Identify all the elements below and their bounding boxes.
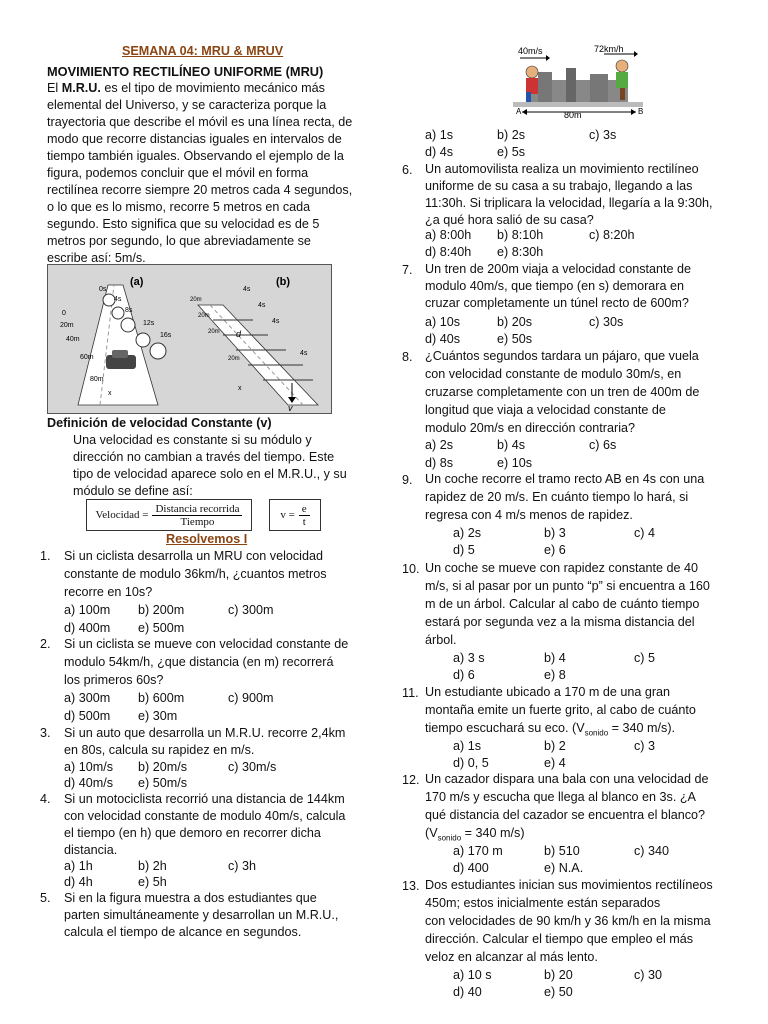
question-line: cruzar completamente un túnel recto de 600m?	[425, 296, 689, 310]
answer-option[interactable]: c) 340	[634, 844, 670, 858]
answer-option[interactable]: b) 20m/s	[138, 760, 187, 774]
answer-option[interactable]: a) 10m/s	[64, 760, 113, 774]
intro-line: modo que recorre distancias iguales en intervalos de	[47, 132, 342, 146]
answer-option[interactable]: e) 30m	[138, 709, 178, 723]
answer-option[interactable]: c) 30s	[589, 315, 624, 329]
question-line: dirección. Calcular el tiempo que empleo el más	[425, 932, 694, 946]
answer-option[interactable]: a) 170 m	[453, 844, 503, 858]
answer-option[interactable]: b) 8:10h	[497, 228, 544, 242]
question-line: 170 m/s y escucha que llega al blanco en 3s. ¿A	[425, 790, 696, 804]
answer-option[interactable]: c) 3s	[589, 128, 617, 142]
mru-abbrev: M.R.U.	[61, 81, 101, 95]
question-line: los primeros 60s?	[64, 673, 164, 687]
answer-option[interactable]: d) 40s	[425, 332, 461, 346]
distance-label: 80m	[90, 376, 104, 383]
answer-option[interactable]: d) 40	[453, 985, 482, 999]
speed-left-label: 40m/s	[518, 46, 543, 56]
speed-right-label: 72km/h	[594, 44, 624, 54]
formula-denominator: t	[302, 515, 306, 528]
answer-option[interactable]: a) 2s	[425, 438, 453, 452]
velocity-heading: Definición de velocidad Constante (v)	[47, 416, 272, 430]
question-line: árbol.	[425, 633, 457, 647]
answer-option[interactable]: a) 1h	[64, 859, 93, 873]
velocity-formula-symbols	[269, 499, 321, 531]
question-line: parten simultáneamente y desarrollan un M.R.U.,	[64, 908, 339, 922]
question-line: cruzarse completamente con un tren de 400m de	[425, 385, 700, 399]
question-line: montaña emite un fuerte grito, al cabo de cuánto	[425, 703, 696, 717]
question-number: 12.	[402, 773, 420, 787]
question-number: 9.	[402, 473, 413, 487]
answer-option[interactable]: b) 2s	[497, 128, 525, 142]
answer-option[interactable]: e) 500m	[138, 621, 185, 635]
subscript-sonido: sonido	[437, 833, 462, 843]
time-label: 4s	[272, 318, 280, 325]
answer-option[interactable]: d) 400	[453, 861, 489, 875]
answer-option[interactable]: a) 10 s	[453, 968, 492, 982]
answer-option[interactable]: e) 4	[544, 756, 566, 770]
intro-line: trayectoria que describe el móvil es una línea recta, de	[47, 115, 353, 129]
answer-option[interactable]: d) 400m	[64, 621, 111, 635]
question-line: modulo 40m/s, que tiempo (en s) demorara en	[425, 279, 685, 293]
formula-fraction	[299, 503, 310, 528]
question-number: 7.	[402, 263, 413, 277]
distance-label: 60m	[80, 354, 94, 361]
point-a-label: A	[516, 107, 522, 116]
question-number: 2.	[40, 637, 51, 651]
velocity-formula-words	[86, 499, 252, 531]
answer-option[interactable]: b) 2	[544, 739, 566, 753]
velocity-line: módulo se define así:	[73, 484, 193, 498]
answer-option[interactable]: e) 10s	[497, 456, 533, 470]
v-label: v	[288, 403, 293, 413]
question-line: con velocidad constante de modulo 30m/s, en	[425, 367, 682, 381]
question-line: con velocidades de 90 km/h y 36 km/h en la misma	[425, 914, 711, 928]
question-line: Si un ciclista se mueve con velocidad constante de	[64, 637, 349, 651]
question-number: 4.	[40, 792, 51, 806]
distance-label: 0	[62, 310, 66, 317]
question-text: (V	[425, 826, 438, 840]
question-line: m/s, si al pasar por un punto “p” si encuentra a 160	[425, 579, 710, 593]
answer-option[interactable]: c) 3h	[228, 859, 256, 873]
resolvemos-heading: Resolvemos I	[166, 532, 248, 546]
question-line: Dos estudiantes inician sus movimientos rectilíneos	[425, 878, 713, 892]
intro-line: metros por segundo, lo que abreviadamente se	[47, 234, 311, 248]
answer-option[interactable]: e) 50	[544, 985, 573, 999]
formula-numerator: Distancia recorrida	[152, 503, 242, 516]
intro-line: o lo que es lo mismo, recorre 5 metros en cada	[47, 200, 311, 214]
velocity-line: tipo de velocidad aparece solo en el M.R.U., y su	[73, 467, 347, 481]
question-line: 11:30h. Si triplicara la velocidad, llegaría a la 9:30h,	[425, 196, 713, 210]
question-line: Si en la figura muestra a dos estudiantes que	[64, 891, 317, 905]
question-line: rapidez de 20 m/s. En cuánto tiempo lo hará, si	[425, 490, 689, 504]
question-line: ¿Cuántos segundos tardara un pájaro, que vuela	[425, 349, 699, 363]
distance-label: 80m	[564, 110, 582, 120]
time-label: 4s	[243, 286, 251, 293]
question-line: modulo 20m/s en dirección contraria?	[425, 421, 636, 435]
question-line: en 80s, calcula su rapidez en m/s.	[64, 743, 255, 757]
answer-option[interactable]: a) 100m	[64, 603, 111, 617]
velocity-line: Una velocidad es constante si su módulo y	[73, 433, 312, 447]
question-line: recorre en 10s?	[64, 585, 153, 599]
question-line: Si un ciclista desarrolla un MRU con velocidad	[64, 549, 323, 563]
question-number: 1.	[40, 549, 51, 563]
answer-option[interactable]: b) 3	[544, 526, 566, 540]
question-number: 5.	[40, 891, 51, 905]
answer-option[interactable]: b) 600m	[138, 691, 185, 705]
answer-option[interactable]: c) 4	[634, 526, 655, 540]
formula-lhs: v =	[280, 509, 295, 521]
velocity-line: dirección no cambian a través del tiempo. Este	[73, 450, 335, 464]
question-number: 6.	[402, 163, 413, 177]
intro-line: rectilínea recorre siempre 20 metros cada 4 segundos,	[47, 183, 353, 197]
question-line: qué distancia del cazador se encuentra el blanco?	[425, 808, 706, 822]
question-line: Un automovilista realiza un movimiento rectilíneo	[425, 162, 699, 176]
question-line: Si un auto que desarrolla un M.R.U. recorre 2,4km	[64, 726, 346, 740]
intro-line: tiempo también iguales. Observando el ejemplo de la	[47, 149, 344, 163]
diagram-label-b: (b)	[276, 276, 291, 288]
answer-option[interactable]: c) 30	[634, 968, 662, 982]
answer-option[interactable]: c) 5	[634, 651, 655, 665]
answer-option[interactable]: d) 4h	[64, 875, 93, 889]
subscript-sonido: sonido	[584, 728, 609, 738]
question-line: modulo 54km/h, ¿que distancia (en m) recorrerá	[64, 655, 334, 669]
intro-line	[47, 80, 325, 97]
question-line: uniforme de su casa a su trabajo, llegando a las	[425, 179, 693, 193]
question-line: 450m; estos inicialmente están separados	[425, 896, 661, 910]
answer-option[interactable]: c) 900m	[228, 691, 274, 705]
question-line: Un coche recorre el tramo recto AB en 4s con una	[425, 472, 705, 486]
question-line: estará por segunda vez a la misma distancia del	[425, 615, 695, 629]
question-line: Un coche se mueve con rapidez constante de 40	[425, 561, 699, 575]
question-number: 11.	[402, 686, 419, 700]
question-line: constante de modulo 36km/h, ¿cuantos metros	[64, 567, 327, 581]
answer-option[interactable]: b) 2h	[138, 859, 167, 873]
distance-label: 20m	[228, 356, 240, 362]
intro-line-end: es el tipo de movimiento mecánico más	[100, 81, 325, 95]
answer-option[interactable]: d) 500m	[64, 709, 111, 723]
time-label: 8s	[125, 307, 133, 314]
answer-option[interactable]: b) 20	[544, 968, 573, 982]
answer-option[interactable]: d) 4s	[425, 145, 453, 159]
answer-option[interactable]: e) 50s	[497, 332, 533, 346]
question-number: 13.	[402, 879, 420, 893]
diagram-label-a: (a)	[130, 276, 144, 288]
answer-option[interactable]: e) 8:30h	[497, 245, 544, 259]
time-label: 4s	[258, 302, 266, 309]
formula-lhs: Velocidad =	[95, 509, 149, 521]
answer-option[interactable]: c) 30m/s	[228, 760, 277, 774]
answer-option[interactable]: a) 1s	[453, 739, 481, 753]
question-line: Si un motociclista recorrió una distancia de 144km	[64, 792, 345, 806]
answer-option[interactable]: a) 300m	[64, 691, 111, 705]
question-line: m de un árbol. Calcular al cabo de cuánto tiempo	[425, 597, 700, 611]
question-text: = 340 m/s).	[608, 721, 676, 735]
answer-option[interactable]: c) 3	[634, 739, 655, 753]
formula-fraction	[152, 503, 242, 528]
d-label: d	[236, 329, 242, 339]
question-line: veloz en alcanzar al más lento.	[425, 950, 598, 964]
question-line: Un cazador dispara una bala con una velocidad de	[425, 772, 709, 786]
answer-option[interactable]: d) 6	[453, 668, 475, 682]
students-diagram	[508, 44, 648, 122]
question-text: = 340 m/s)	[461, 826, 525, 840]
intro-line: figura, podemos concluir que el móvil en forma	[47, 166, 309, 180]
answer-option[interactable]: e) 5s	[497, 145, 525, 159]
formula-numerator: e	[299, 503, 310, 516]
answer-option[interactable]: a) 10s	[425, 315, 461, 329]
time-label: 0s	[99, 286, 107, 293]
answer-option[interactable]: b) 4s	[497, 438, 525, 452]
answer-option[interactable]: b) 510	[544, 844, 580, 858]
question-line: con velocidad constante de modulo 40m/s, calcula	[64, 809, 346, 823]
answer-option[interactable]: c) 8:20h	[589, 228, 635, 242]
question-line: longitud que viaja a velocidad constante de	[425, 403, 666, 417]
time-label: 4s	[300, 350, 308, 357]
question-line: distancia.	[64, 843, 118, 857]
time-label: 16s	[160, 332, 172, 339]
answer-option[interactable]: c) 6s	[589, 438, 617, 452]
mru-diagram	[47, 264, 332, 414]
answer-option[interactable]: d) 40m/s	[64, 776, 113, 790]
intro-line: elemental del Universo, y se caracteriza porque la	[47, 98, 327, 112]
question-line: calcula el tiempo de alcance en segundos.	[64, 925, 302, 939]
answer-option[interactable]: e) N.A.	[544, 861, 584, 875]
distance-label: 20m	[190, 297, 202, 303]
question-line: el tiempo (en h) que demoro en recorrer dicha	[64, 826, 321, 840]
answer-option[interactable]: a) 1s	[425, 128, 453, 142]
answer-option[interactable]: b) 4	[544, 651, 566, 665]
answer-option[interactable]: c) 300m	[228, 603, 274, 617]
answer-option[interactable]: a) 3 s	[453, 651, 485, 665]
intro-line: segundo. Esto significa que su velocidad es de 5	[47, 217, 320, 231]
point-b-label: B	[638, 107, 644, 116]
answer-option[interactable]: e) 6	[544, 543, 566, 557]
intro-line: escribe así: 5m/s.	[47, 251, 146, 265]
answer-option[interactable]: d) 0, 5	[453, 756, 489, 770]
axis-x-label: x	[108, 390, 112, 397]
distance-label: 20m	[198, 313, 210, 319]
axis-x-label: x	[238, 385, 242, 392]
question-line: ¿a qué hora salió de su casa?	[425, 213, 594, 227]
worksheet-title: SEMANA 04: MRU & MRUV	[122, 44, 284, 58]
answer-option[interactable]: a) 8:00h	[425, 228, 472, 242]
distance-label: 40m	[66, 336, 80, 343]
question-number: 3.	[40, 726, 51, 740]
answer-option[interactable]: d) 8s	[425, 456, 453, 470]
answer-option[interactable]: e) 8	[544, 668, 566, 682]
answer-option[interactable]: d) 8:40h	[425, 245, 472, 259]
answer-option[interactable]: e) 50m/s	[138, 776, 187, 790]
question-number: 10.	[402, 562, 420, 576]
time-label: 4s	[114, 296, 122, 303]
intro-line-start: El	[47, 81, 62, 95]
distance-label: 20m	[208, 329, 220, 335]
question-line: Un tren de 200m viaja a velocidad constante de	[425, 262, 692, 276]
question-line: Un estudiante ubicado a 170 m de una gran	[425, 685, 671, 699]
answer-option[interactable]: b) 200m	[138, 603, 185, 617]
time-label: 12s	[143, 320, 155, 327]
question-number: 8.	[402, 350, 413, 364]
answer-option[interactable]: e) 5h	[138, 875, 167, 889]
question-text: tiempo escuchará su eco. (V	[425, 721, 585, 735]
question-line: regresa con 4 m/s menos de rapidez.	[425, 508, 633, 522]
answer-option[interactable]: b) 20s	[497, 315, 533, 329]
formula-denominator: Tiempo	[180, 515, 215, 528]
section-title: MOVIMIENTO RECTILÍNEO UNIFORME (MRU)	[47, 64, 324, 79]
answer-option[interactable]: d) 5	[453, 543, 475, 557]
answer-option[interactable]: a) 2s	[453, 526, 481, 540]
distance-label: 20m	[60, 322, 74, 329]
